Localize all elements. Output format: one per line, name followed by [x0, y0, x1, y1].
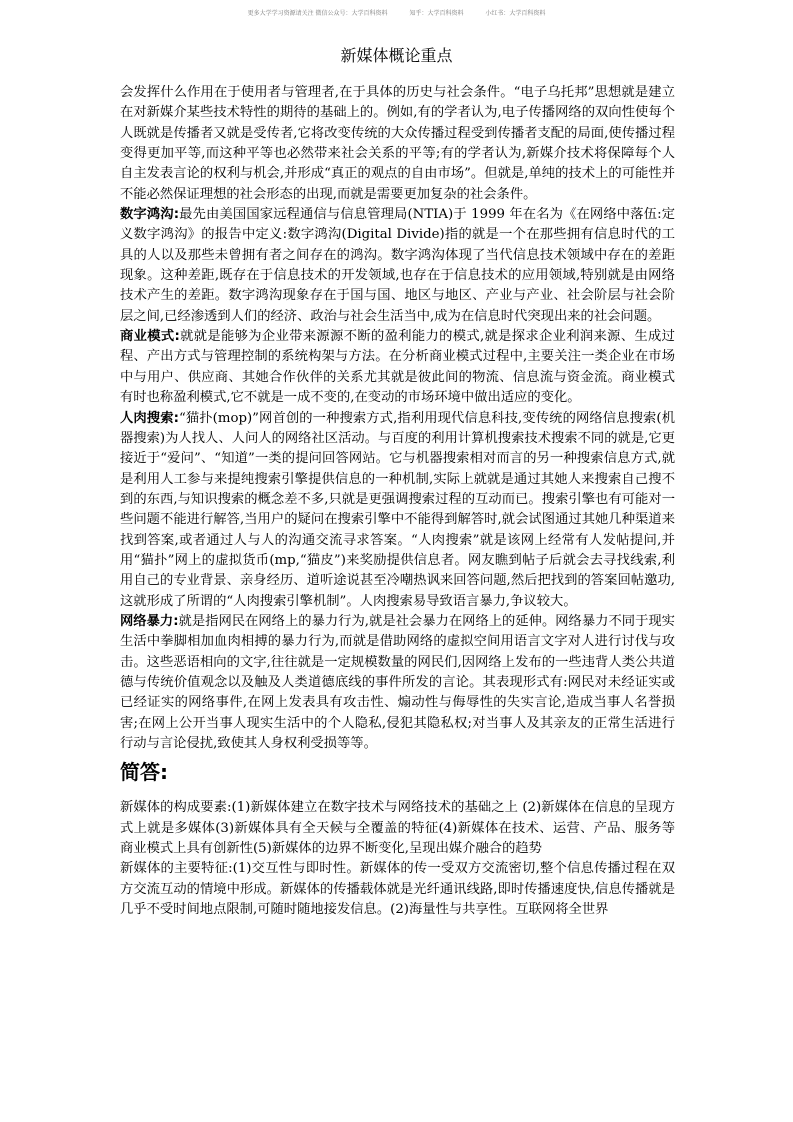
document-body: [120, 83, 675, 920]
definition-term: 商业模式:: [120, 329, 180, 345]
header-note-xiaohongshu: 小红书：大学百科资料: [485, 10, 546, 17]
definition-term: 网络暴力:: [120, 613, 179, 629]
definition-digital-divide: [120, 205, 675, 327]
definition-term: 数字鸿沟:: [120, 207, 180, 223]
definition-term: 人肉搜索:: [120, 410, 179, 426]
header-promo-note: [0, 8, 793, 17]
definition-human-flesh-search: [120, 409, 675, 612]
answer-paragraph: 新媒体的构成要素:(1)新媒体建立在数字技术与网络技术的基础之上 (2)新媒体在信息的呈现方式上就是多媒体(3)新媒体具有全天候与全覆盖的特征(4)新媒体在技术、运营、产品、服务等商业模式上具有创新性(5)新媒体的边界不断变化,呈现出媒介融合的趋势: [120, 800, 675, 857]
definition-business-model: [120, 327, 675, 408]
section-heading-short-answers: 简答:: [120, 760, 168, 785]
definition-text: 就是指网民在网络上的暴力行为,就是社会暴力在网络上的延伸。网络暴力不同于现实生活中拳脚相加血肉相搏的暴力行为,而就是借助网络的虚拟空间用语言文字对人进行讨伐与攻击。这些恶语相向的文字,往往就是一定规模数量的网民们,因网络上发布的一些违背人类公共道德与传统价值观念以及触及人类道德底线的事件所发的言论。其表现形式有:网民对未经证实或已经证实的网络事件,在网上发表具有攻击性、煽动性与侮辱性的失实言论,造成当事人名誉损害;在网上公开当事人现实生活中的个人隐私,侵犯其隐私权;对当事人及其亲友的正常生活进行行动与言论侵扰,致使其人身权利受损等等。: [120, 613, 675, 751]
definition-text: 就就是能够为企业带来源源不断的盈利能力的模式,就是探求企业利润来源、生成过程、产出方式与管理控制的系统构架与方法。在分析商业模式过程中,主要关注一类企业在市场中与用户、供应商、其她合作伙伴的关系尤其就是彼此间的物流、信息流与资金流。商业模式有时也称盈利模式,它不就是一成不变的,在变动的市场环境中做出适应的变化。: [120, 329, 675, 406]
definition-text: 最先由美国国家远程通信与信息管理局(NTIA)于 1999 年在名为《在网络中落伍:定义数字鸿沟》的报告中定义:数字鸿沟(Digital Divide)指的就是一个在那些拥有信息时代的工具的人以及那些未曾拥有者之间存在的鸿沟。数字鸿沟体现了当代信息技术领域中存在的差距现象。这种差距,既存在于信息技术的开发领域,也存在于信息技术的应用领域,特别就是由网络技术产生的差距。数字鸿沟现象存在于国与国、地区与地区、产业与产业、社会阶层与社会阶层之间,已经渗透到人们的经济、政治与社会生活当中,成为在信息时代突现出来的社会问题。: [120, 207, 675, 324]
document-title: 新媒体概论重点: [340, 46, 453, 65]
definition-text: “猫扑(mop)”网首创的一种搜索方式,指利用现代信息科技,变传统的网络信息搜索(机器搜索)为人找人、人问人的网络社区活动。与百度的利用计算机搜索技术搜索不同的就是,它更接近于“爱问”、“知道”一类的提问回答网站。它与机器搜索相对而言的另一种搜索信息方式,就是利用人工参与来提纯搜索引擎提供信息的一种机制,实际上就就是通过其她人来搜索自己搜不到的东西,与知识搜索的概念差不多,只就是更强调搜索过程的互动而已。搜索引擎也有可能对一些问题不能进行解答,当用户的疑问在搜索引擎中不能得到解答时,就会试图通过其她几种渠道来找到答案,或者通过人与人的沟通交流寻求答案。“人肉搜索”就是该网上经常有人发帖提问,并用“猫扑”网上的虚拟货币(mp,“猫皮”)来奖励提供信息者。网友瞧到帖子后就会去寻找线索,利用自己的专业背景、亲身经历、道听途说甚至冷嘲热讽来回答问题,然后把找到的答案回帖邀功,这就形成了所谓的“人肉搜索引擎机制”。人肉搜索易导致语言暴力,争议较大。: [120, 410, 675, 609]
header-note-zhihu: 知乎：大学百科资料: [409, 10, 464, 17]
definition-cyber-violence: [120, 612, 675, 754]
header-note-wechat: 更多大学学习资源请关注 微信公众号：大学百科资料: [247, 10, 388, 17]
intro-paragraph: 会发挥什么作用在于使用者与管理者,在于具体的历史与社会条件。“电子乌托邦”思想就是建立在对新媒介某些技术特性的期待的基础上的。例如,有的学者认为,电子传播网络的双向性使每个人既就是传播者又就是受传者,它将改变传统的大众传播过程受到传播者支配的局面,使传播过程变得更加平等,而这种平等也必然带来社会关系的平等;有的学者认为,新媒介技术将保障每个人自主发表言论的权利与机会,并形成“真正的观点的自由市场”。但就是,单纯的技术上的可能性并不能必然保证理想的社会形态的出现,而就是需要更加复杂的社会条件。: [120, 85, 675, 202]
answer-paragraph: 新媒体的主要特征:(1)交互性与即时性。新媒体的传一受双方交流密切,整个信息传播过程在双方交流互动的情境中形成。新媒体的传播载体就是光纤通讯线路,即时传播速度快,信息传播就是几乎不受时间地点限制,可随时随地接发信息。(2)海量性与共享性。互联网将全世界: [120, 861, 675, 918]
